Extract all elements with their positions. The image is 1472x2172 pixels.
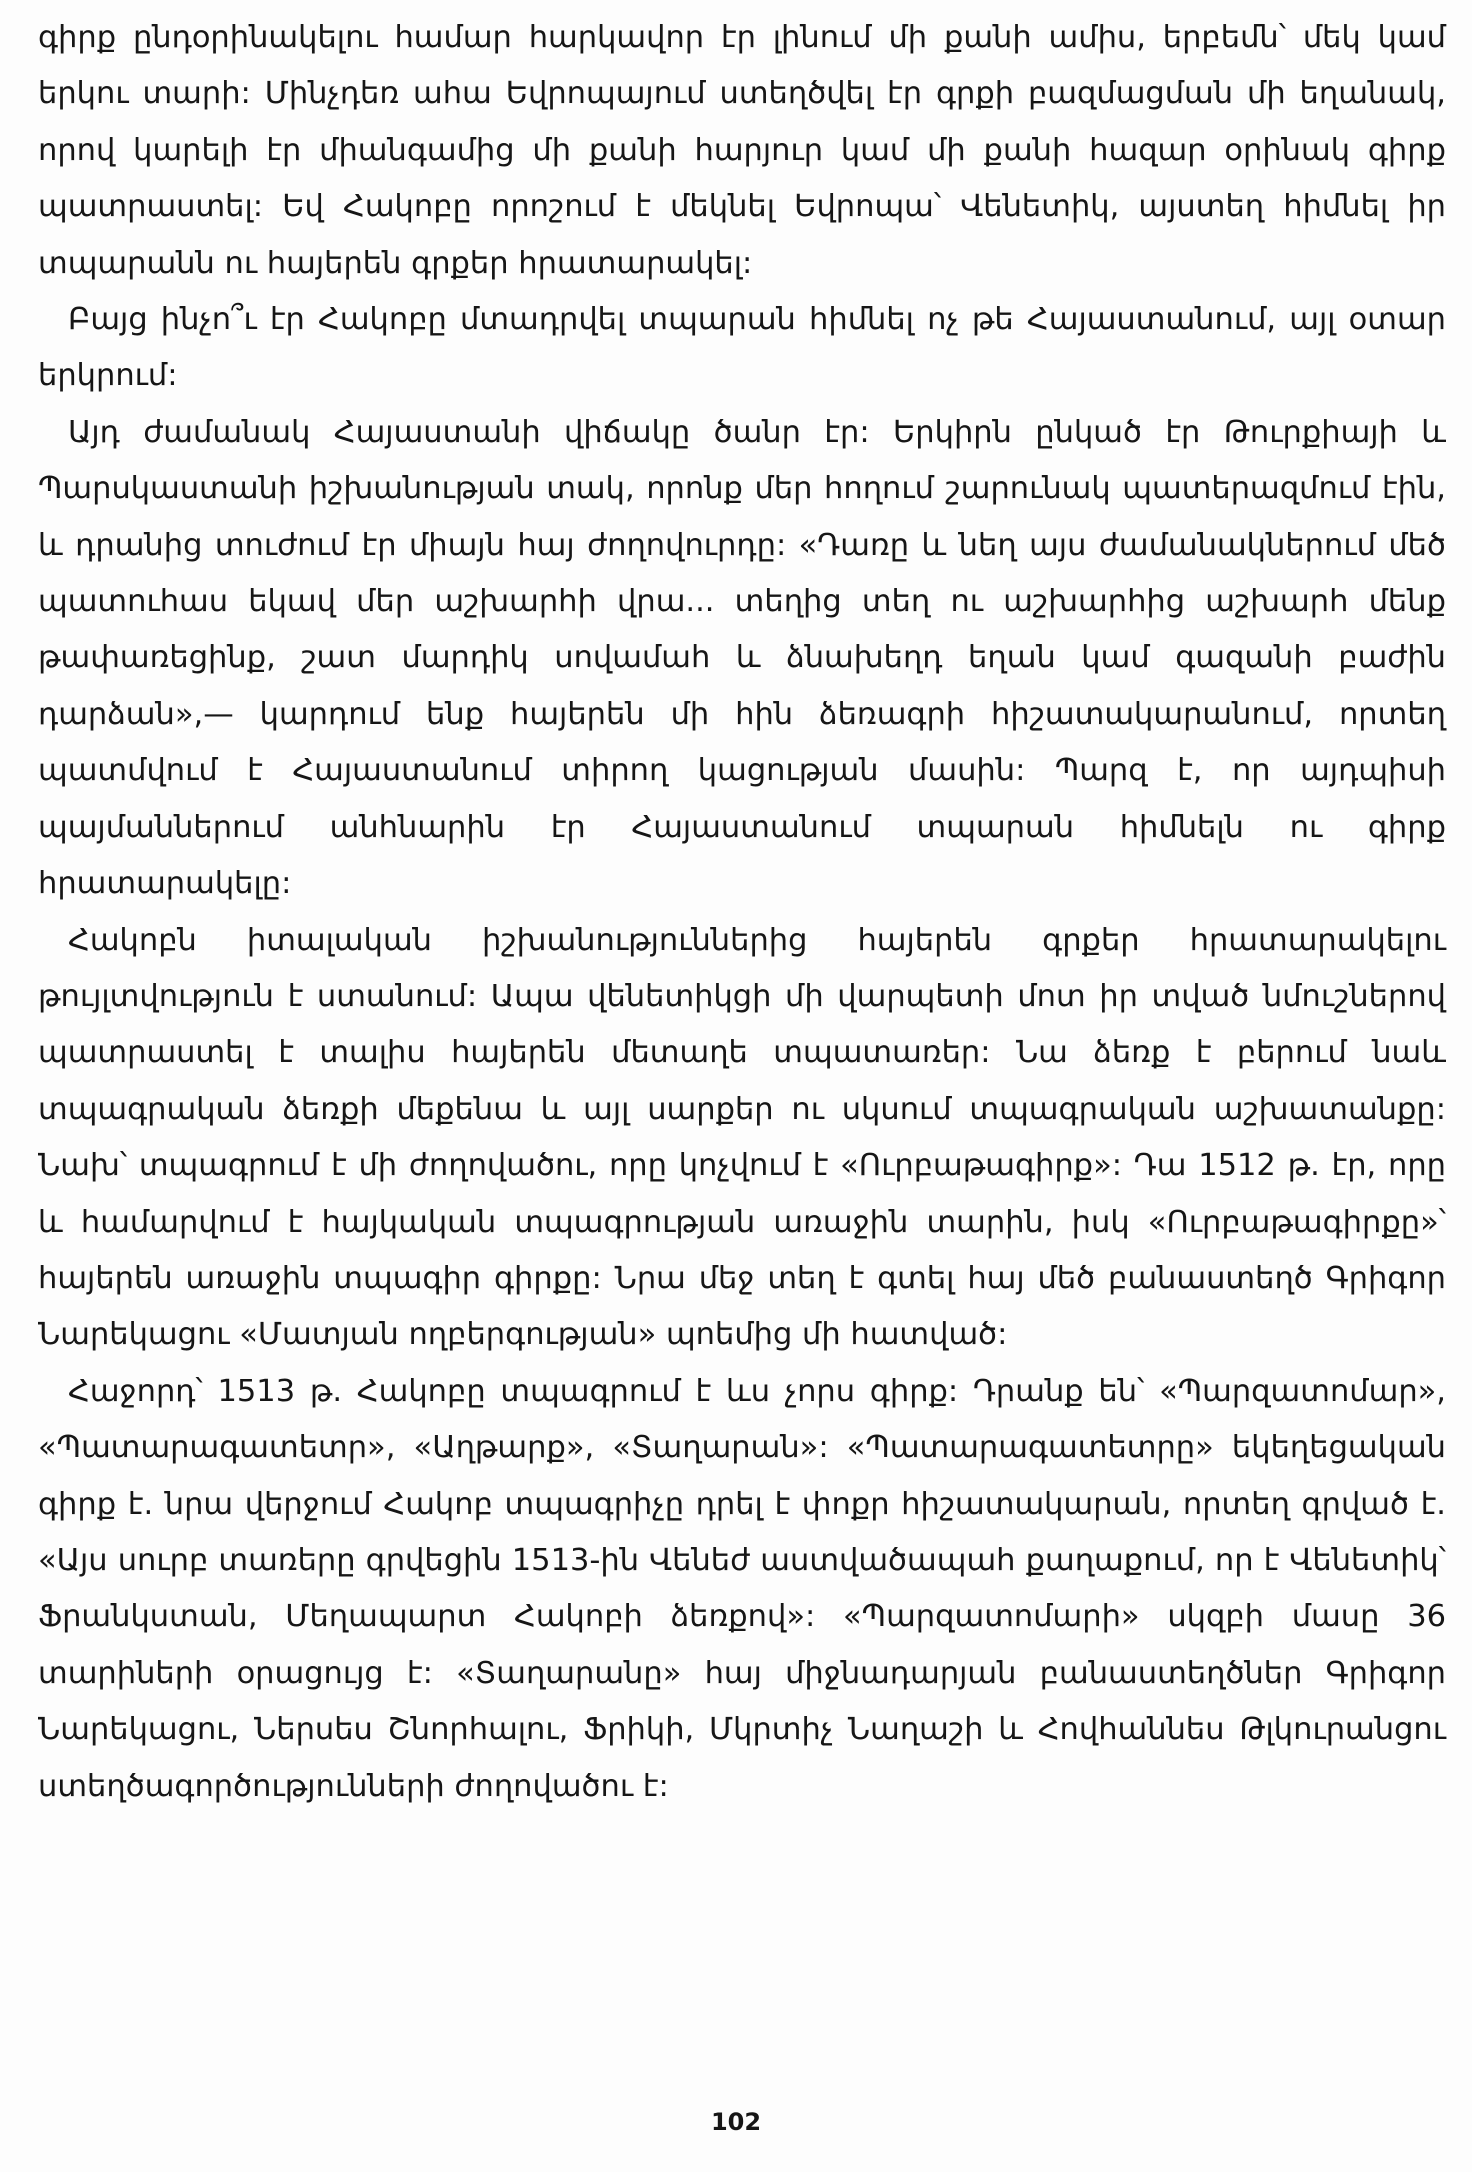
paragraph: Այդ ժամանակ Հայաստանի վիճակը ծանր էր: Երկիրն ընկած էր Թուրքիայի և Պարսկաստանի իշխանության տակ, որոնք մեր հողում շարունակ պատերազմում էին, և դրանից տուժում էր միայն հայ ժողովուրդը: «Դառը և նեղ այս ժամանակներում մեծ պատուհաս եկավ մեր աշխարհի վրա... տեղից տեղ ու աշխարհից աշխարհ մենք թափառեցինք, շատ մարդիկ սովամահ և ձնախեղդ եղան կամ գազանի բաժին դարձան»,— կարդում ենք հայերեն մի հին ձեռագրի հիշատակարանում, որտեղ պատմվում է Հայաստանում տիրող կացության մասին: Պարզ է, որ այդպիսի պայմաններում անհնարին էր Հայաստանում տպարան հիմնելն ու գիրք հրատարակելը: [38,414,1446,902]
page-number: 102 [710,2108,762,2136]
body-text [38,10,1446,1815]
paragraph-continued: գիրք ընդօրինակելու համար հարկավոր էր լինում մի քանի ամիս, երբեմն՝ մեկ կամ երկու տարի: Մինչդեռ ահա Եվրոպայում ստեղծվել էր գրքի բազմացման մի եղանակ, որով կարելի էր միանգամից մի քանի հարյուր կամ մի քանի հազար օրինակ գիրք պատրաստել: Եվ Հակոբը որոշում է մեկնել Եվրոպա՝ Վենետիկ, այստեղ հիմնել իր տպարանն ու հայերեն գրքեր հրատարակել: [38,20,1446,281]
paragraph: Բայց ինչո՞ւ էր Հակոբը մտադրվել տպարան հիմնել ոչ թե Հայաստանում, այլ օտար երկրում: [38,302,1446,394]
paragraph: Հաջորդ՝ 1513 թ. Հակոբը տպագրում է ևս չորս գիրք: Դրանք են՝ «Պարզատոմար», «Պատարագատետր», «Աղթարք», «Տաղարան»: «Պատարագատետրը» եկեղեցական գիրք է. նրա վերջում Հակոբ տպագրիչը դրել է փոքր հիշատակարան, որտեղ գրված է. «Այս սուրբ տառերը գրվեցին 1513-ին Վենեժ աստվածապահ քաղաքում, որ է Վենետիկ՝ Ֆրանկստան, Մեղապարտ Հակոբի ձեռքով»: «Պարզատոմարի» սկզբի մասը 36 տարիների օրացույց է: «Տաղարանը» հայ միջնադարյան բանաստեղծներ Գրիգոր Նարեկացու, Ներսես Շնորհալու, Ֆրիկի, Մկրտիչ Նաղաշի և Հովհաննես Թլկուրանցու ստեղծագործությունների ժողովածու է: [38,1373,1446,1804]
paragraph: Հակոբն իտալական իշխանություններից հայերեն գրքեր հրատարակելու թույլտվություն է ստանում: Ապա վենետիկցի մի վարպետի մոտ իր տված նմուշներով պատրաստել է տալիս հայերեն մետաղե տպատառեր: Նա ձեռք է բերում նաև տպագրական ձեռքի մեքենա և այլ սարքեր ու սկսում տպագրական աշխատանքը: Նախ՝ տպագրում է մի ժողովածու, որը կոչվում է «Ուրբաթագիրք»: Դա 1512 թ. էր, որը և համարվում է հայկական տպագրության առաջին տարին, իսկ «Ուրբաթագիրքը»՝ հայերեն առաջին տպագիր գիրքը: Նրա մեջ տեղ է գտել հայ մեծ բանաստեղծ Գրիգոր Նարեկացու «Մատյան ողբերգության» պոեմից մի հատված: [38,922,1446,1353]
